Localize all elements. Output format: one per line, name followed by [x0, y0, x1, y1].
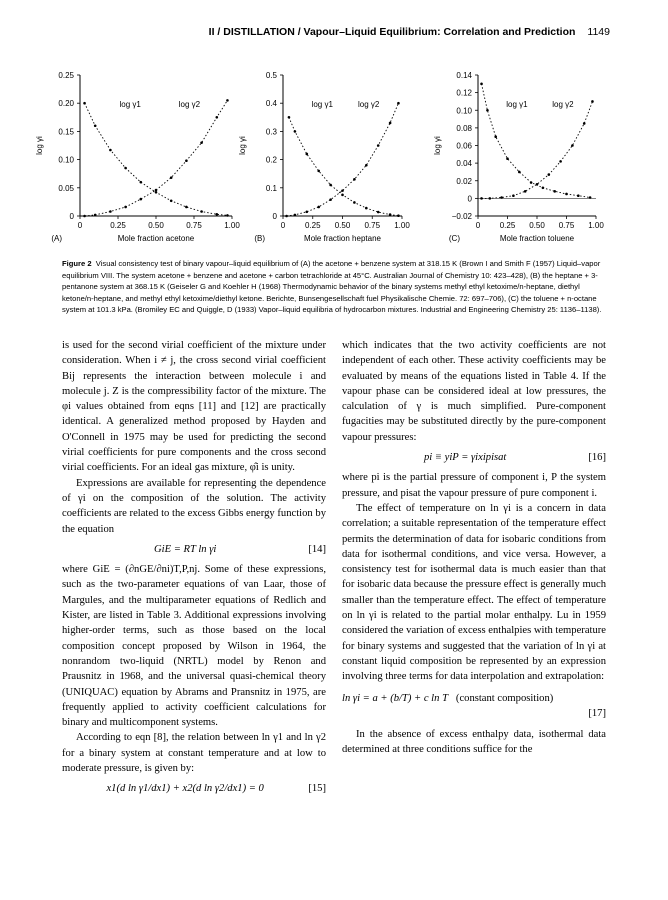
panel-2-series-1-point	[365, 207, 368, 210]
panel-1-series-2-point	[109, 210, 112, 213]
left-paragraph-3: where GiE = (∂nGE/∂ni)T,P,nj. Some of these expressions, such as the two-parameter equations of van Laar, those of Margules, and the multiparameter equations of Redlich and Kister, are listed in Table 3. Additional expressions involving higher-order terms, such as those based on the local composition concept proposed by Wilson in 1964, the nonrandom two-liquid (NRTL) model by Renon and Prausnitz in 1968, and the universal quasi-chemical theory (UNIQUAC) equation by Abrams and Pransnitz in 1975, are frequently applied to activity coefficient calculations for binary and multicomponent systems.	[62, 564, 326, 729]
panel-2-series-1-point	[306, 153, 309, 156]
right-paragraph-1: which indicates that the two activity coefficients are not independent of each other. These activity coefficients may be evaluated by means of the equations listed in Table 4. If the vapour phase can be considered ideal at low pressures, the calculation of γ is much simplified. Pure-component fugacities may be substituted directly by the pure-component vapour pressures:	[342, 340, 606, 443]
panel-1-y-tick-label: 0.25	[58, 71, 74, 80]
panel-3-x-tick-label: 0.75	[558, 221, 575, 230]
equation-17-number: [17]	[588, 707, 606, 719]
figure-2-plots	[0, 55, 668, 255]
panel-2-panel-label: (B)	[254, 234, 265, 243]
panel-1-series-2-point	[200, 141, 203, 144]
panel-1-x-tick-label: 0	[77, 221, 83, 230]
panel-1-x-tick-label: 0.25	[110, 221, 126, 230]
panel-3-x-axis-label: Mole fraction toluene	[499, 234, 575, 243]
panel-3-series-2-point	[536, 183, 539, 186]
panel-3-x-tick-label: 0.50	[529, 221, 545, 230]
left-paragraph-1: is used for the second virial coefficient of the mixture under consideration. When i ≠ j, the cross second virial coefficient Bij represents the interaction between molecule i and molecule j. Z is the compressibility factor of the mixture. The φi values obtained from eqns [11] and [12] are practically identical. A generalized method proposed by Hayden and O'Connell in 1975 may be used for predicting the second virial coefficients for pure components and the cross second virial coefficients. For an ideal gas mixture, φ̂i is unity.	[62, 340, 326, 474]
right-paragraph-2: where pi is the partial pressure of component i, P the system pressure, and pisat the vapour pressure of pure component i.	[342, 472, 606, 499]
equation-17	[342, 691, 606, 722]
panel-2-series-2-point	[317, 206, 320, 209]
panel-2-series-1-label: log γ1	[311, 100, 333, 109]
panel-2-series-2-point	[377, 144, 380, 147]
panel-2-series-2-line	[287, 103, 399, 216]
equation-14-number: [14]	[308, 543, 326, 555]
panel-3-x-tick-label: 1.00	[588, 221, 604, 230]
panel-1-series-2-point	[124, 206, 127, 209]
panel-3-y-tick-label: 0.06	[456, 141, 472, 151]
panel-3-y-tick-label: 0.14	[456, 71, 472, 80]
figure-caption	[62, 258, 610, 316]
panel-3-series-1-point	[577, 194, 580, 197]
panel-1-x-tick-label: 0.75	[186, 221, 202, 230]
panel-1-y-tick-label: 0.10	[58, 155, 74, 165]
panel-2-series-1-point	[397, 214, 400, 217]
panel-1-series-2-point	[83, 215, 86, 218]
panel-3-series-1-point	[542, 187, 545, 190]
equation-16-number: [16]	[588, 452, 606, 464]
panel-2-y-tick-label: 0.3	[265, 127, 277, 137]
equation-17-expression: ln γi = a + (b/T) + c ln T	[342, 692, 448, 704]
panel-3-series-1-point	[518, 171, 521, 174]
equation-16	[342, 450, 606, 465]
panel-2-series-2-point	[329, 198, 332, 201]
panel-2-x-tick-label: 0.50	[334, 221, 351, 230]
panel-3-series-2-point	[591, 100, 594, 103]
panel-1-series-1-label: log γ1	[119, 100, 141, 109]
panel-1-x-tick-label: 1.00	[224, 221, 240, 230]
panel-1-series-1-line	[85, 103, 228, 215]
panel-1-y-tick-label: 0.20	[58, 99, 74, 109]
right-paragraph-4: In the absence of excess enthalpy data, isothermal data determined at three conditions suffice for the	[342, 729, 606, 756]
panel-3-series-2-point	[500, 196, 503, 199]
panel-1-series-2-point	[94, 214, 97, 217]
panel-2-series-2-point	[306, 210, 309, 213]
right-column	[342, 338, 606, 758]
panel-1-series-1-point	[185, 206, 188, 209]
panel-3-series-2-point	[548, 173, 551, 176]
panel-2-series-1-point	[329, 184, 332, 187]
panel-3-series-1-point	[486, 109, 489, 112]
panel-2-series-2-point	[294, 214, 297, 217]
panel-2-series-2-point	[285, 215, 288, 218]
equation-15-number: [15]	[308, 783, 326, 795]
panel-3-series-2-point	[559, 160, 562, 163]
panel-3-y-tick-label: 0	[467, 194, 472, 204]
panel-1-series-2-label: log γ2	[178, 100, 201, 109]
panel-2-y-tick-label: 0.2	[265, 155, 277, 165]
panel-2-series-1-point	[389, 213, 392, 216]
panel-3-y-tick-label: 0.10	[456, 106, 472, 116]
panel-1-series-1-point	[155, 191, 158, 194]
panel-2-y-axis-label: log γi	[238, 136, 247, 155]
panel-1-series-2-point	[155, 189, 158, 192]
caption-label: Figure 2	[62, 259, 92, 268]
panel-1-series-1-point	[200, 210, 203, 213]
panel-3-x-tick-label: 0	[475, 221, 481, 230]
panel-3-series-1-point	[480, 83, 483, 86]
panel-1-series-1-point	[170, 199, 173, 202]
panel-1-series-2-point	[170, 176, 173, 179]
panel-3-series-1-line	[482, 84, 591, 198]
panel-3-series-2-point	[571, 144, 574, 147]
panel-3-series-1-point	[565, 193, 568, 196]
panel-2-series-1-point	[294, 130, 297, 133]
panel-3-series-1-point	[530, 181, 533, 184]
panel-2-series-1-point	[377, 211, 380, 214]
panel-1-series-2-point	[226, 99, 229, 102]
panel-2-series-2-point	[353, 178, 356, 181]
equation-17-condition: (constant composition)	[455, 692, 554, 704]
panel-2-x-tick-label: 0.25	[304, 221, 321, 230]
panel-1-series-1-point	[226, 214, 229, 217]
panel-3-y-tick-label: 0.02	[456, 176, 472, 186]
panel-2-x-tick-label: 0	[280, 221, 286, 230]
panel-2-series-2-point	[365, 164, 368, 167]
panel-2-series-2-label: log γ2	[358, 100, 380, 109]
panel-2-series-2-point	[397, 102, 400, 105]
panel-3-series-2-label: log γ2	[552, 100, 574, 109]
panel-3-y-tick-label: 0.12	[456, 88, 472, 98]
panel-3-series-1-point	[553, 190, 556, 193]
panel-3-x-tick-label: 0.25	[499, 221, 516, 230]
panel-2-x-tick-label: 0.75	[364, 221, 381, 230]
panel-1-y-tick-label: 0	[69, 212, 74, 221]
panel-1-series-1-point	[124, 167, 127, 170]
panel-1-series-1-point	[83, 102, 86, 105]
panel-2-series-1-point	[353, 201, 356, 204]
panel-1-series-2-point	[185, 159, 188, 162]
equation-15	[62, 781, 326, 796]
panel-1-series-1-point	[109, 149, 112, 152]
panel-2-x-axis-label: Mole fraction heptane	[304, 234, 381, 243]
panel-3-y-tick-label: −0.02	[451, 212, 472, 221]
equation-14-expression: GiE = RT ln γi	[154, 543, 217, 555]
panel-2-series-2-point	[341, 189, 344, 192]
panel-3-y-axis-label: log γi	[433, 136, 442, 155]
left-column	[62, 338, 326, 802]
panel-1-series-1-point	[216, 213, 219, 216]
header-title: II / DISTILLATION / Vapour–Liquid Equilibrium: Correlation and Prediction	[208, 26, 576, 38]
panel-1-x-axis-label: Mole fraction acetone	[117, 234, 195, 243]
panel-3-series-2-point	[480, 197, 483, 200]
panel-3-series-1-point	[589, 196, 592, 199]
equation-16-expression: pi ≡ yiP = γixipisat	[423, 452, 507, 464]
panel-3-series-2-point	[583, 122, 586, 125]
panel-3-panel-label: (C)	[448, 234, 460, 243]
panel-1-y-tick-label: 0.05	[58, 183, 74, 193]
panel-1-series-2-point	[216, 116, 219, 119]
equation-15-expression: x1(d ln γ1/dx1) + x2(d ln γ2/dx1) = 0	[106, 783, 264, 795]
panel-2-x-tick-label: 1.00	[394, 221, 410, 230]
panel-1-panel-label: (A)	[51, 234, 62, 243]
panel-2-series-2-point	[389, 122, 392, 125]
panel-2-series-1-point	[288, 116, 291, 119]
panel-1-series-1-point	[140, 181, 143, 184]
equation-14	[62, 542, 326, 557]
running-header	[0, 26, 610, 38]
panel-3-series-2-point	[489, 197, 492, 200]
panel-2-series-1-point	[341, 194, 344, 197]
panel-3-series-2-point	[512, 194, 515, 197]
panel-3-series-1-point	[506, 157, 509, 160]
panel-2-y-tick-label: 0.5	[265, 71, 277, 80]
page-number: 1149	[587, 26, 610, 38]
panel-2-series-1-line	[289, 117, 399, 215]
panel-1-y-axis-label: log γi	[35, 136, 44, 155]
panel-3-y-tick-label: 0.08	[456, 123, 472, 133]
right-paragraph-3: The effect of temperature on ln γi is a concern in data correlation; a suitable representation of the temperature effect permits the determination of data for isobaric conditions from data for isothermal conditions, and vice versa. However, a consistency test for isothermal data is much easier than that for isobaric data because the pressure effect is generally much smaller than the temperature effect. The effect of temperature on ln γi is related to the partial molar enthalpy. Lu in 1959 considered the variation of excess enthalpies with temperature for binary systems and suggested that the variation of ln γi at constant liquid composition be represented by an expression involving three terms for data interpolation and extrapolation:	[342, 502, 606, 683]
left-paragraph-4: According to eqn [8], the relation between ln γ1 and ln γ2 for a binary system at constant temperature and at low to moderate pressure, is given by:	[62, 732, 326, 775]
panel-2-series-1-point	[317, 170, 320, 173]
panel-3-series-1-label: log γ1	[506, 100, 528, 109]
caption-text: Visual consistency test of binary vapour–liquid equilibrium of (A) the acetone + benzene system at 318.15 K (Brown I and Smith F (1957) Liquid–vapor equilibrium VIII. The system acetone + benzene and acetone + carbon tetrachloride at 45°C. Australian Journal of Chemistry 10: 423–428), (B) the heptane + 3-pentanone system at 368.15 K (Geiseler G and Koehler H (1968) Thermodynamic behavior of the binary systems methyl ethyl ketoxime/n-heptane, diethyl ketone/n-heptane, and methyl ethyl ketoxime/diethyl ketone. Berichte, Bunsengesellschaft fuel Physikalische Chemie. 72: 697–706), (C) the toluene + n-octane system at 101.3 kPa. (Bromiley EC and Quiggle, D (1933) Vapor–liquid equilibria of hydrocarbon mixtures. Industrial and Engineering Chemistry 25: 1136–1138).	[62, 259, 602, 314]
panel-1-x-tick-label: 0.50	[148, 221, 164, 230]
panel-3-series-2-point	[524, 190, 527, 193]
panel-1-y-tick-label: 0.15	[58, 127, 74, 137]
panel-3-series-1-point	[494, 135, 497, 138]
panel-1-series-1-point	[94, 124, 97, 127]
panel-1-series-2-line	[85, 100, 228, 216]
panel-2-y-tick-label: 0	[272, 212, 277, 221]
panel-2-y-tick-label: 0.4	[265, 99, 277, 109]
panel-2-y-tick-label: 0.1	[265, 183, 277, 193]
panel-3-y-tick-label: 0.04	[456, 159, 472, 169]
left-paragraph-2: Expressions are available for representing the dependence of γi on the composition of the solution. The activity coefficients are related to the excess Gibbs energy function by the equation	[62, 477, 326, 535]
panel-1-series-2-point	[140, 198, 143, 201]
